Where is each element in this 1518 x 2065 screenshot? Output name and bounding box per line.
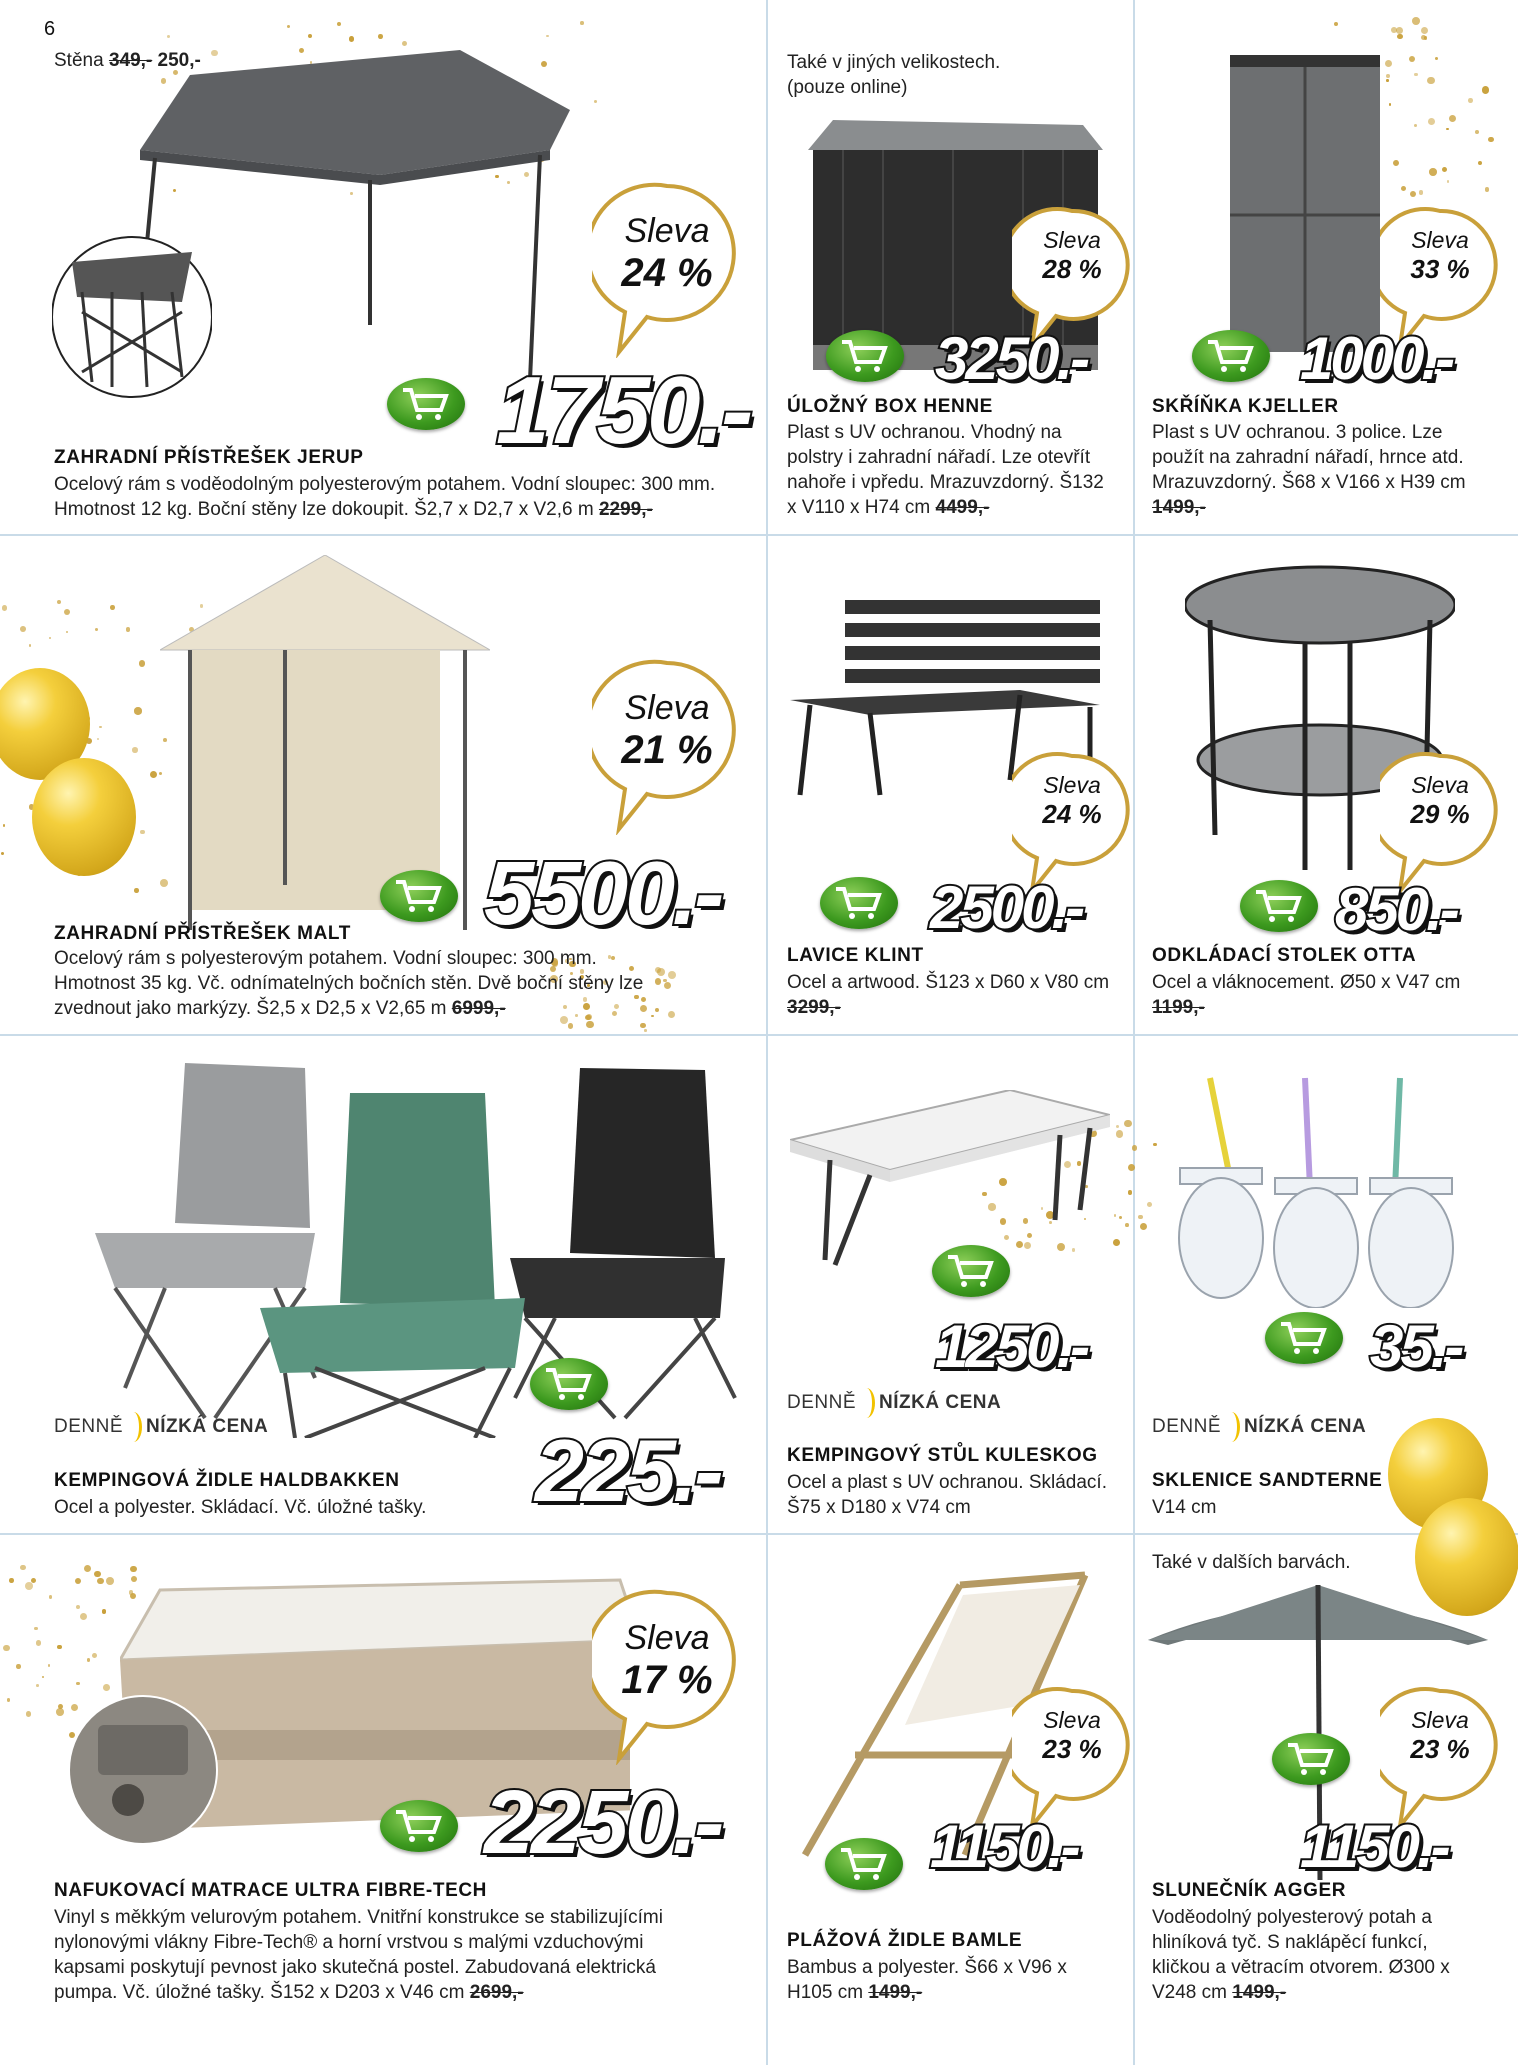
product-title: PLÁŽOVÁ ŽIDLE BAMLE bbox=[787, 1930, 1023, 1951]
confetti-dot bbox=[36, 1640, 42, 1646]
confetti-dot bbox=[663, 979, 666, 982]
folding-table-image bbox=[790, 1090, 1110, 1270]
confetti-dot bbox=[1125, 1223, 1129, 1227]
confetti-dot bbox=[1488, 137, 1493, 142]
confetti-dot bbox=[1482, 86, 1489, 93]
confetti-dot bbox=[1385, 60, 1392, 67]
discount-badge: Sleva 17 % bbox=[592, 1585, 742, 1765]
confetti-dot bbox=[1447, 180, 1450, 183]
confetti-dot bbox=[1124, 1120, 1131, 1127]
confetti-dot bbox=[80, 1613, 87, 1620]
confetti-dot bbox=[1401, 186, 1406, 191]
price: 5500.- bbox=[484, 844, 722, 944]
confetti-dot bbox=[57, 600, 61, 604]
cart-icon[interactable] bbox=[387, 378, 465, 430]
product-description: Ocel a artwood. Š123 x D60 x V80 cm 3299,- bbox=[787, 972, 1110, 1018]
confetti-dot bbox=[49, 1595, 52, 1598]
confetti-dot bbox=[29, 644, 31, 646]
confetti-dot bbox=[167, 35, 170, 38]
glass-jars-image bbox=[1170, 1068, 1470, 1308]
confetti-dot bbox=[34, 1627, 37, 1630]
confetti-dot bbox=[1147, 1202, 1152, 1207]
confetti-dot bbox=[1386, 79, 1388, 81]
price: 1250.- bbox=[935, 1313, 1088, 1380]
confetti-dot bbox=[1485, 187, 1490, 192]
confetti-dot bbox=[92, 1653, 97, 1658]
confetti-dot bbox=[103, 1684, 110, 1691]
discount-badge: Sleva 33 % bbox=[1380, 205, 1500, 350]
confetti-dot bbox=[134, 707, 141, 714]
daily-low-price-logo: DENNĚ NÍZKÁ CENA bbox=[54, 1412, 268, 1442]
confetti-dot bbox=[651, 1015, 654, 1018]
price: 1150.- bbox=[930, 1813, 1078, 1880]
confetti-dot bbox=[106, 1577, 114, 1585]
confetti-dot bbox=[1414, 73, 1417, 76]
confetti-dot bbox=[655, 978, 661, 984]
product-title: LAVICE KLINT bbox=[787, 945, 924, 966]
product-title: ZAHRADNÍ PŘÍSTŘEŠEK JERUP bbox=[54, 447, 364, 468]
column-divider bbox=[1133, 0, 1135, 2065]
confetti-dot bbox=[668, 971, 676, 979]
price: 1000.- bbox=[1300, 325, 1453, 392]
confetti-dot bbox=[1128, 1190, 1133, 1195]
confetti-dot bbox=[99, 726, 102, 729]
product-description: Bambus a polyester. Š66 x V96 x H105 cm 1499,- bbox=[787, 1957, 1067, 2003]
cart-icon[interactable] bbox=[530, 1358, 608, 1410]
confetti-dot bbox=[64, 609, 70, 615]
confetti-dot bbox=[568, 1023, 574, 1029]
confetti-dot bbox=[126, 627, 130, 631]
product-description: Plast s UV ochranou. Vhodný na polstry i zahradní nářadí. Lze otevřít nahoře i vpředu. Mrazuvzdorný. Š132 x V110 x H74 cm 4499,- bbox=[787, 422, 1104, 518]
confetti-dot bbox=[655, 1008, 659, 1012]
confetti-dot bbox=[580, 21, 584, 25]
confetti-dot bbox=[3, 824, 6, 827]
confetti-dot bbox=[134, 888, 139, 893]
product-title: ODKLÁDACÍ STOLEK OTTA bbox=[1152, 945, 1417, 966]
confetti-dot bbox=[132, 747, 138, 753]
page-number: 6 bbox=[44, 18, 56, 40]
confetti-dot bbox=[94, 1571, 100, 1577]
confetti-dot bbox=[31, 1578, 36, 1583]
confetti-dot bbox=[1397, 34, 1402, 39]
cart-icon[interactable] bbox=[1272, 1733, 1350, 1785]
confetti-dot bbox=[1140, 1223, 1147, 1230]
confetti-dot bbox=[1429, 168, 1437, 176]
product-title: KEMPINGOVÁ ŽIDLE HALDBAKKEN bbox=[54, 1470, 400, 1491]
confetti-dot bbox=[97, 738, 99, 740]
confetti-dot bbox=[1334, 22, 1338, 26]
discount-badge: Sleva 28 % bbox=[1012, 205, 1132, 350]
confetti-dot bbox=[668, 1011, 675, 1018]
product-description: Ocelový rám s voděodolným polyesterovým potahem. Vodní sloupec: 300 mm. Hmotnost 12 kg. Boční stěny lze dokoupit. Š2,7 x D2,7 x V2,6 m 2299,- bbox=[54, 474, 716, 520]
product-description: Ocelový rám s polyesterovým potahem. Vodní sloupec: 300 mm. Hmotnost 35 kg. Vč. odnímatelných bočních stěn. Dvě boční stěny lze zvednout jako markýzy. Š2,5 x D2,5 x V2,65 m 6999,- bbox=[54, 948, 644, 1019]
confetti-dot bbox=[1428, 118, 1435, 125]
confetti-dot bbox=[76, 1605, 81, 1610]
confetti-dot bbox=[150, 771, 157, 778]
confetti-dot bbox=[57, 1645, 62, 1650]
confetti-dot bbox=[20, 626, 26, 632]
confetti-dot bbox=[594, 100, 597, 103]
confetti-dot bbox=[1153, 1143, 1156, 1146]
confetti-dot bbox=[56, 1708, 64, 1716]
cart-icon[interactable] bbox=[1192, 330, 1270, 382]
confetti-dot bbox=[664, 982, 671, 989]
confetti-dot bbox=[1138, 1215, 1142, 1219]
confetti-dot bbox=[110, 605, 115, 610]
product-title: KEMPINGOVÝ STŮL KULESKOG bbox=[787, 1445, 1098, 1466]
confetti-dot bbox=[1468, 98, 1473, 103]
confetti-dot bbox=[25, 1582, 33, 1590]
confetti-dot bbox=[287, 25, 290, 28]
confetti-dot bbox=[1409, 56, 1415, 62]
product-title: SKLENICE SANDTERNE bbox=[1152, 1470, 1383, 1491]
confetti-dot bbox=[7, 1698, 11, 1702]
confetti-dot bbox=[1116, 1125, 1119, 1128]
row-divider bbox=[0, 1034, 1518, 1036]
product-title: SKŘÍŇKA KJELLER bbox=[1152, 396, 1339, 417]
product-title: SLUNEČNÍK AGGER bbox=[1152, 1880, 1347, 1901]
price: 2250.- bbox=[484, 1773, 722, 1873]
size-note: Také v jiných velikostech. (pouze online) bbox=[787, 52, 1001, 98]
confetti-dot bbox=[139, 660, 146, 667]
discount-badge: Sleva 23 % bbox=[1380, 1685, 1500, 1830]
product-title: NAFUKOVACÍ MATRACE ULTRA FIBRE-TECH bbox=[54, 1880, 487, 1901]
price: 2500.- bbox=[930, 874, 1083, 941]
confetti-dot bbox=[1412, 17, 1420, 25]
confetti-dot bbox=[1475, 130, 1479, 134]
price: 1150.- bbox=[1300, 1813, 1448, 1880]
cabinet-image bbox=[1225, 55, 1385, 355]
product-title: ZAHRADNÍ PŘÍSTŘEŠEK MALT bbox=[54, 923, 351, 944]
color-note: Také v dalších barvách. bbox=[1152, 1552, 1351, 1573]
confetti-dot bbox=[308, 34, 312, 38]
price: 3250.- bbox=[935, 325, 1088, 392]
confetti-dot bbox=[1421, 35, 1426, 40]
confetti-dot bbox=[1132, 1145, 1137, 1150]
confetti-dot bbox=[1389, 103, 1391, 105]
discount-badge: Sleva 29 % bbox=[1380, 750, 1500, 895]
confetti-dot bbox=[349, 36, 355, 42]
confetti-dot bbox=[2, 605, 8, 611]
price: 225.- bbox=[535, 1421, 721, 1520]
confetti-dot bbox=[66, 631, 69, 634]
confetti-dot bbox=[1446, 128, 1449, 131]
product-description: V14 cm bbox=[1152, 1497, 1217, 1518]
confetti-dot bbox=[95, 628, 99, 632]
side-wall-price: Stěna 349,- 250,- bbox=[54, 50, 201, 71]
confetti-dot bbox=[49, 637, 51, 639]
confetti-dot bbox=[20, 1565, 26, 1571]
price: 1750.- bbox=[496, 357, 751, 464]
confetti-dot bbox=[140, 830, 145, 835]
confetti-dot bbox=[48, 1664, 50, 1666]
price: 850.- bbox=[1335, 876, 1457, 943]
price: 35.- bbox=[1370, 1313, 1462, 1380]
confetti-dot bbox=[337, 22, 342, 27]
confetti-dot bbox=[1410, 191, 1416, 197]
confetti-dot bbox=[1393, 160, 1399, 166]
confetti-dot bbox=[42, 1676, 45, 1679]
discount-badge: Sleva 23 % bbox=[1012, 1685, 1132, 1830]
confetti-dot bbox=[87, 1658, 91, 1662]
confetti-dot bbox=[76, 1682, 79, 1685]
cart-icon[interactable] bbox=[1240, 880, 1318, 932]
discount-badge: Sleva 24 % bbox=[592, 178, 742, 358]
product-description: Vinyl s měkkým velurovým potahem. Vnitřní konstrukce se stabilizujícími nylonovými vlákny Fibre-Tech® a horní vrstvou s malými vzduchovými kapsami poskytují pevnost jako skutečná postel. Zabudovaná elektrická pumpa. Vč. úložné tašky. Š152 x D203 x V46 cm 2699,- bbox=[54, 1907, 663, 2003]
confetti-dot bbox=[1442, 167, 1447, 172]
cart-icon[interactable] bbox=[380, 870, 458, 922]
confetti-dot bbox=[1116, 1130, 1123, 1137]
daily-low-price-logo: DENNĚ NÍZKÁ CENA bbox=[1152, 1412, 1366, 1442]
confetti-dot bbox=[644, 1029, 646, 1031]
confetti-dot bbox=[1386, 74, 1390, 78]
confetti-dot bbox=[97, 1578, 104, 1585]
cart-icon[interactable] bbox=[380, 1800, 458, 1852]
product-description: Ocel a plast s UV ochranou. Skládací. Š75 x D180 x V74 cm bbox=[787, 1472, 1107, 1518]
product-description: Ocel a vláknocement. Ø50 x V47 cm 1199,- bbox=[1152, 972, 1461, 1018]
confetti-dot bbox=[1427, 77, 1435, 85]
confetti-dot bbox=[640, 1023, 645, 1028]
cart-icon[interactable] bbox=[820, 877, 898, 929]
confetti-dot bbox=[3, 1645, 10, 1652]
confetti-dot bbox=[1414, 124, 1417, 127]
confetti-dot bbox=[402, 41, 407, 46]
confetti-dot bbox=[75, 1578, 81, 1584]
confetti-dot bbox=[1421, 27, 1428, 34]
product-description: Voděodolný polyesterový potah a hliníková tyč. S naklápěcí funkcí, kličkou a větracím otvorem. Ø300 x V248 cm 1499,- bbox=[1152, 1907, 1450, 2003]
confetti-dot bbox=[1478, 161, 1482, 165]
confetti-dot bbox=[1114, 1214, 1117, 1217]
balloon-image bbox=[32, 758, 136, 876]
daily-low-price-logo: DENNĚ NÍZKÁ CENA bbox=[787, 1388, 1001, 1418]
cart-icon[interactable] bbox=[825, 1838, 903, 1890]
discount-badge: Sleva 21 % bbox=[592, 655, 742, 835]
confetti-dot bbox=[1113, 1239, 1120, 1246]
confetti-dot bbox=[9, 1578, 14, 1583]
product-description: Plast s UV ochranou. 3 police. Lze použít na zahradní nářadí, hrnce atd. Mrazuvzdorný. Š68 x V166 x H39 cm 1499,- bbox=[1152, 422, 1466, 518]
cart-icon[interactable] bbox=[932, 1245, 1010, 1297]
column-divider bbox=[766, 0, 768, 2065]
confetti-dot bbox=[586, 1021, 594, 1029]
cart-icon[interactable] bbox=[1265, 1312, 1343, 1364]
confetti-dot bbox=[26, 1711, 31, 1716]
row-divider bbox=[0, 534, 1518, 536]
pump-detail-image bbox=[68, 1695, 218, 1845]
row-divider bbox=[0, 1533, 1518, 1535]
confetti-dot bbox=[1, 852, 4, 855]
product-title: ÚLOŽNÝ BOX HENNE bbox=[787, 396, 993, 417]
confetti-dot bbox=[36, 1684, 39, 1687]
confetti-dot bbox=[1119, 1216, 1122, 1219]
discount-badge: Sleva 24 % bbox=[1012, 750, 1132, 895]
confetti-dot bbox=[84, 1565, 91, 1572]
product-description: Ocel a polyester. Skládací. Vč. úložné tašky. bbox=[54, 1497, 427, 1518]
folded-gazebo-image bbox=[52, 232, 212, 402]
camping-chairs-image bbox=[55, 1058, 755, 1438]
confetti-dot bbox=[16, 1664, 21, 1669]
confetti-dot bbox=[102, 1609, 107, 1614]
confetti-dot bbox=[378, 34, 383, 39]
cart-icon[interactable] bbox=[826, 330, 904, 382]
confetti-dot bbox=[1449, 115, 1456, 122]
confetti-dot bbox=[1435, 57, 1438, 60]
confetti-dot bbox=[546, 35, 548, 37]
confetti-dot bbox=[1419, 190, 1424, 195]
